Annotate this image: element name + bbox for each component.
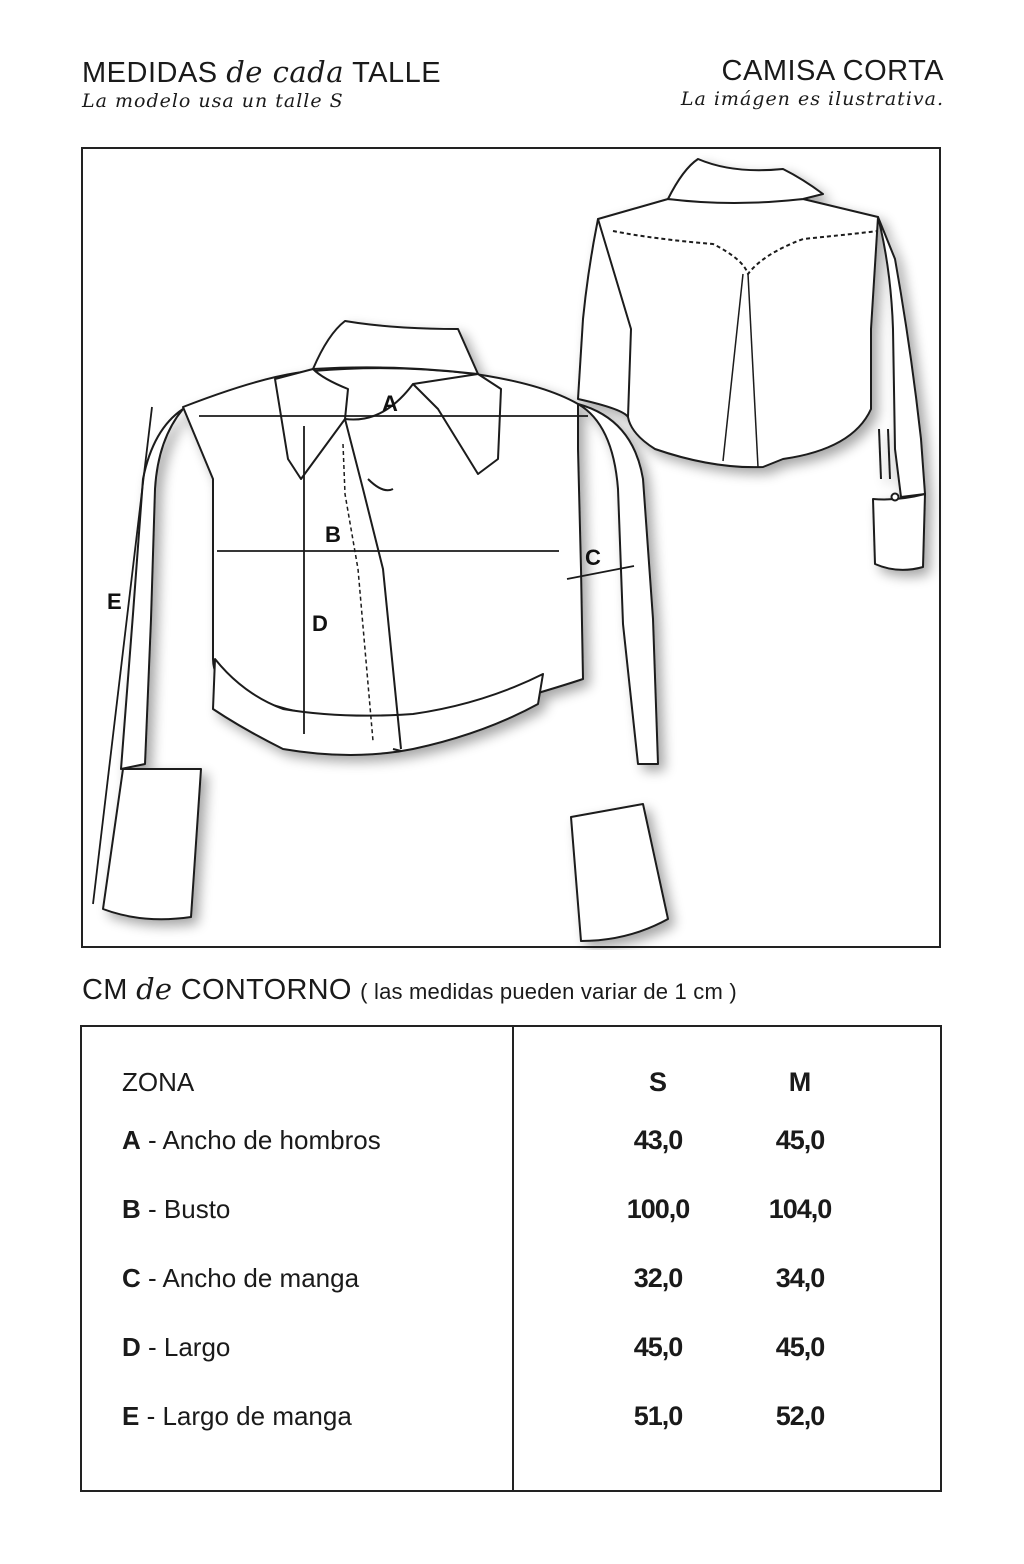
product-title: CAMISA CORTA (721, 55, 944, 87)
zone-name: - Busto (140, 1194, 231, 1224)
title-word-talle: TALLE (352, 57, 442, 89)
illustration-note: La imágen es ilustrativa. (680, 88, 944, 110)
table-header-row (82, 1067, 940, 1107)
measurement-note: ( las medidas pueden variar de 1 cm ) (360, 979, 737, 1004)
zone-name: - Largo de manga (139, 1401, 352, 1431)
zone-letter: A (122, 1125, 141, 1155)
page-subtitle: La modelo usa un talle S (82, 90, 344, 112)
table-row (82, 1125, 940, 1165)
value-s: 51,0 (633, 1401, 683, 1431)
zone-letter: C (122, 1263, 141, 1293)
value-s: 43,0 (633, 1125, 683, 1155)
zone-label (122, 1125, 381, 1156)
label-c: C (585, 545, 601, 570)
shirt-illustration-frame (81, 147, 941, 948)
label-e: E (107, 589, 122, 614)
value-s: 100,0 (626, 1194, 690, 1224)
label-b: B (325, 522, 341, 547)
title-word-medidas: MEDIDAS (82, 57, 218, 89)
value-s: 32,0 (633, 1263, 683, 1293)
section-title-cm: CM (82, 974, 128, 1006)
label-d: D (312, 611, 328, 636)
section-title (82, 972, 737, 1007)
zone-name: - Ancho de manga (140, 1263, 360, 1293)
value-m: 45,0 (775, 1332, 825, 1362)
value-s: 45,0 (633, 1332, 683, 1362)
zone-label (122, 1401, 352, 1432)
section-title-de: de (136, 972, 173, 1006)
zone-label (122, 1263, 359, 1294)
value-m: 52,0 (775, 1401, 825, 1431)
zone-letter: B (122, 1194, 141, 1224)
zone-label (122, 1332, 230, 1363)
column-header-m: M (788, 1067, 812, 1097)
size-table (80, 1025, 942, 1492)
column-header-zone: ZONA (122, 1067, 195, 1097)
value-m: 104,0 (768, 1194, 832, 1224)
zone-letter: D (122, 1332, 141, 1362)
page-title (82, 55, 441, 90)
label-a: A (382, 391, 398, 416)
header-right (681, 55, 944, 110)
zone-label (122, 1194, 230, 1225)
column-header-s: S (648, 1067, 667, 1097)
shirt-illustration (83, 149, 943, 950)
section-title-contorno: CONTORNO (180, 974, 352, 1006)
value-m: 34,0 (775, 1263, 825, 1293)
table-row (82, 1401, 940, 1441)
title-word-de-cada: de cada (226, 55, 345, 89)
table-row (82, 1263, 940, 1303)
header-left (82, 55, 441, 112)
value-m: 45,0 (775, 1125, 825, 1155)
zone-letter: E (122, 1401, 140, 1431)
table-row (82, 1194, 940, 1234)
zone-name: - Largo (140, 1332, 231, 1362)
table-row (82, 1332, 940, 1372)
zone-name: - Ancho de hombros (140, 1125, 381, 1155)
